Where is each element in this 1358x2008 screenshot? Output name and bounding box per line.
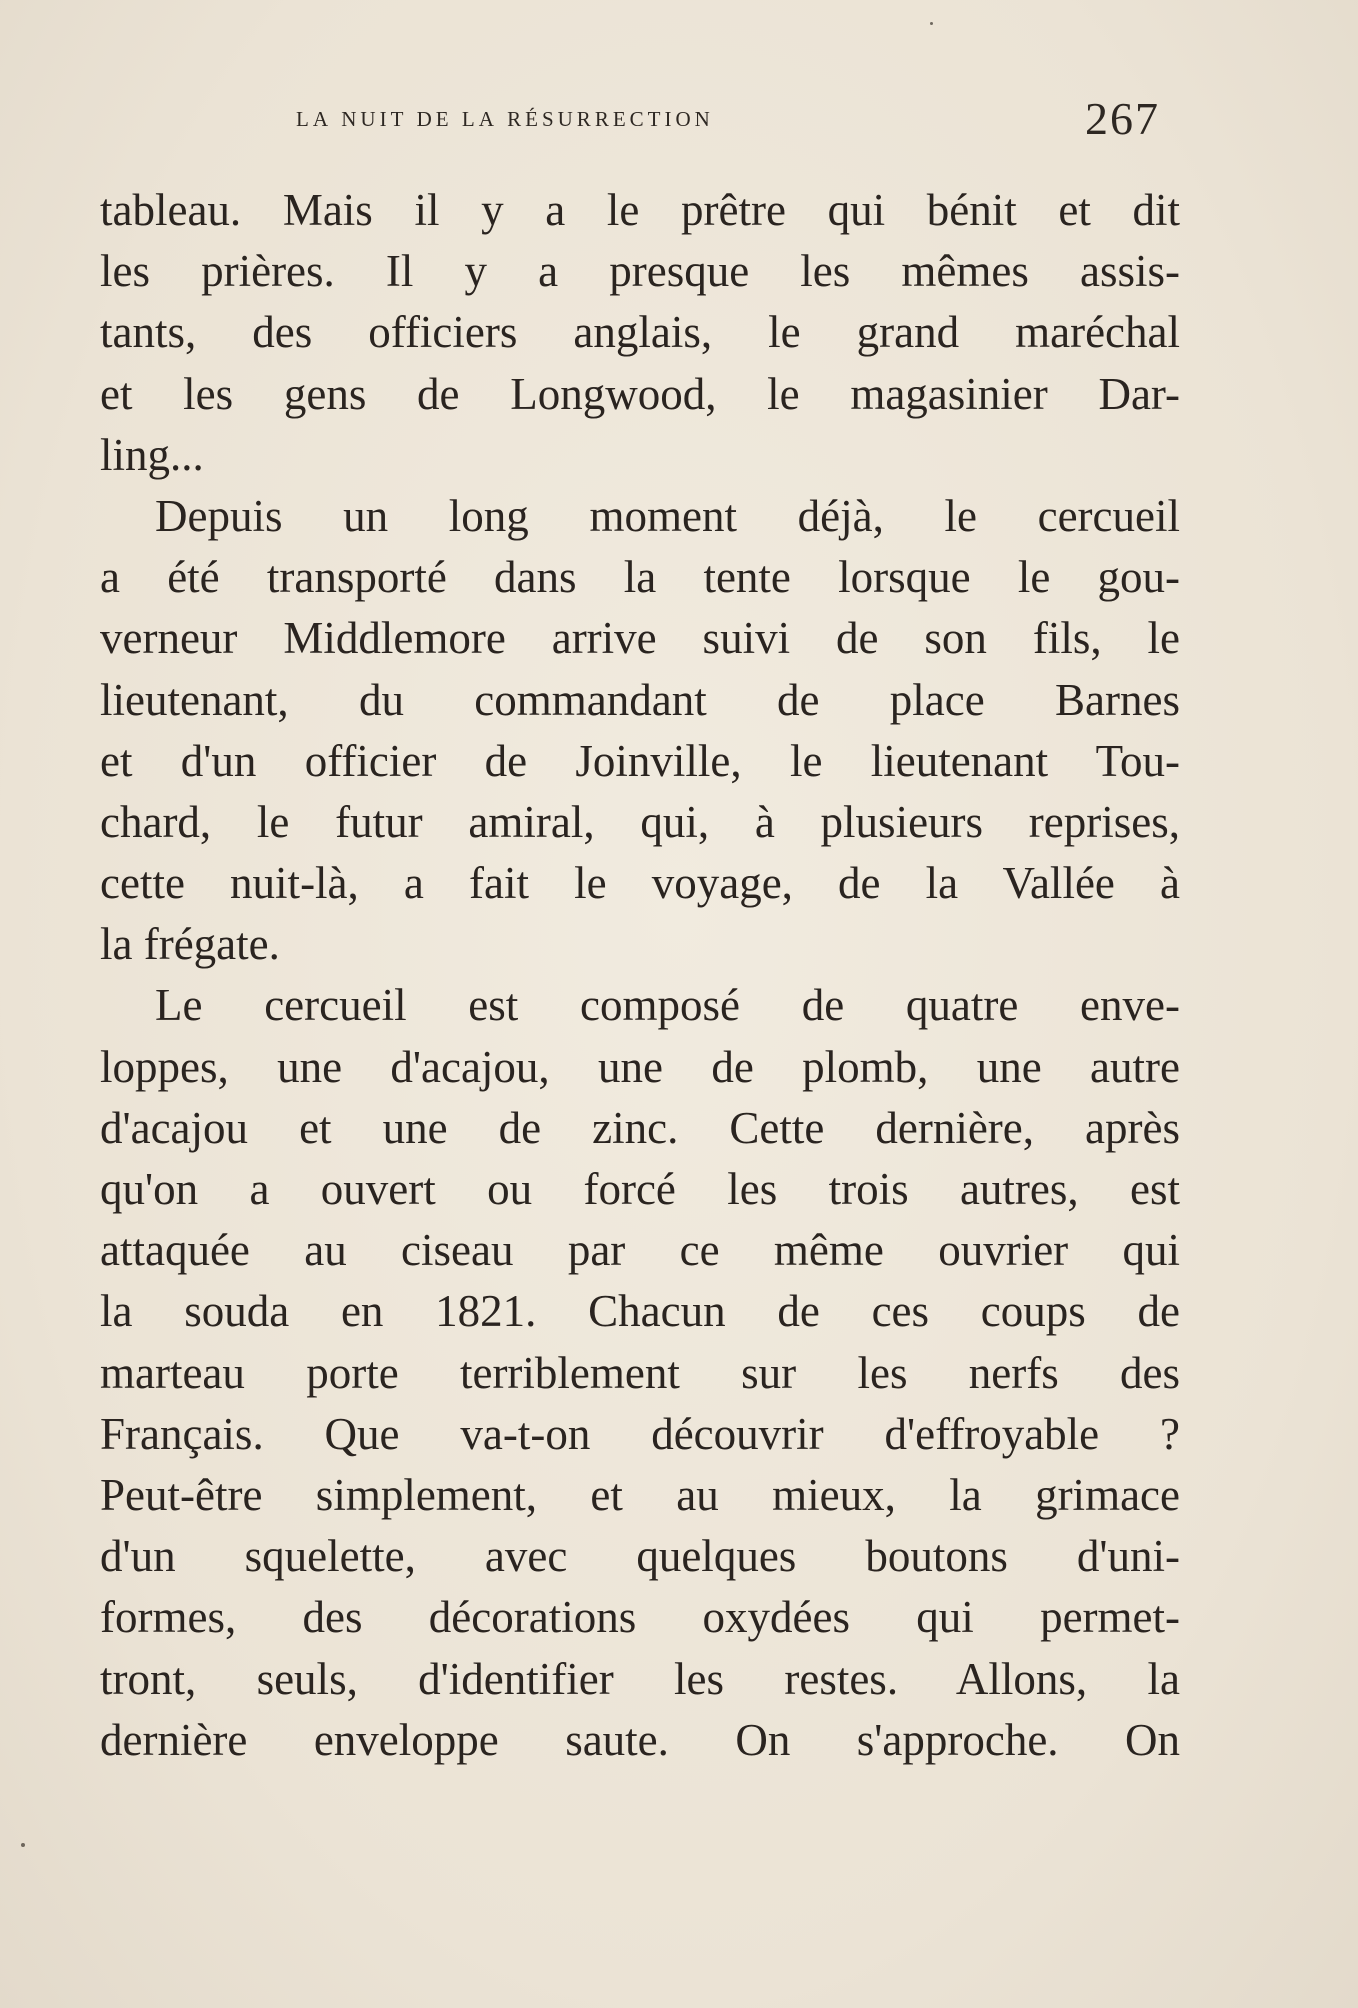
text-line: dernière enveloppe saute. On s'approche. On [100,1714,1180,1765]
paper-speck [21,1843,25,1847]
text-line: et les gens de Longwood, le magasinier Dar- [100,368,1180,419]
text-line: tants, des officiers anglais, le grand maréchal [100,307,1180,358]
text-line: verneur Middlemore arrive suivi de son fils, le [100,613,1180,664]
text-line: attaquée au ciseau par ce même ouvrier qui [100,1225,1180,1276]
text-line: tableau. Mais il y a le prêtre qui bénit et dit [100,185,1180,235]
running-title: la nuit de la résurrection [296,100,714,133]
text-line: Peut-être simplement, et au mieux, la grimace [100,1469,1180,1520]
text-line: d'acajou et une de zinc. Cette dernière, après [100,1102,1180,1153]
text-line: lieutenant, du commandant de place Barnes [100,674,1180,725]
text-line: formes, des décorations oxydées qui permet- [100,1592,1180,1643]
text-line: Le cercueil est composé de quatre enve- [155,980,1180,1031]
page-number: 267 [1085,93,1160,144]
text-line: chard, le futur amiral, qui, à plusieurs reprises, [100,796,1180,847]
text-line: et d'un officier de Joinville, le lieutenant Tou- [100,735,1180,786]
text-line: Depuis un long moment déjà, le cercueil [155,490,1180,541]
text-line: tront, seuls, d'identifier les restes. Allons, la [100,1653,1180,1704]
text-line: d'un squelette, avec quelques boutons d'uni- [100,1531,1180,1582]
text-line: ling... [100,429,204,480]
text-line: les prières. Il y a presque les mêmes assis- [100,246,1180,297]
text-line: la frégate. [100,919,280,970]
text-line: qu'on a ouvert ou forcé les trois autres, est [100,1164,1180,1214]
body-text [100,180,1180,1771]
text-line: a été transporté dans la tente lorsque le gou- [100,552,1180,603]
text-line: la souda en 1821. Chacun de ces coups de [100,1286,1180,1337]
paper-speck [930,22,933,25]
text-line: Français. Que va-t-on découvrir d'effroyable ? [100,1408,1180,1459]
text-line: marteau porte terriblement sur les nerfs des [100,1347,1180,1398]
text-line: cette nuit-là, a fait le voyage, de la Vallée à [100,858,1180,909]
text-line: loppes, une d'acajou, une de plomb, une autre [100,1041,1180,1092]
